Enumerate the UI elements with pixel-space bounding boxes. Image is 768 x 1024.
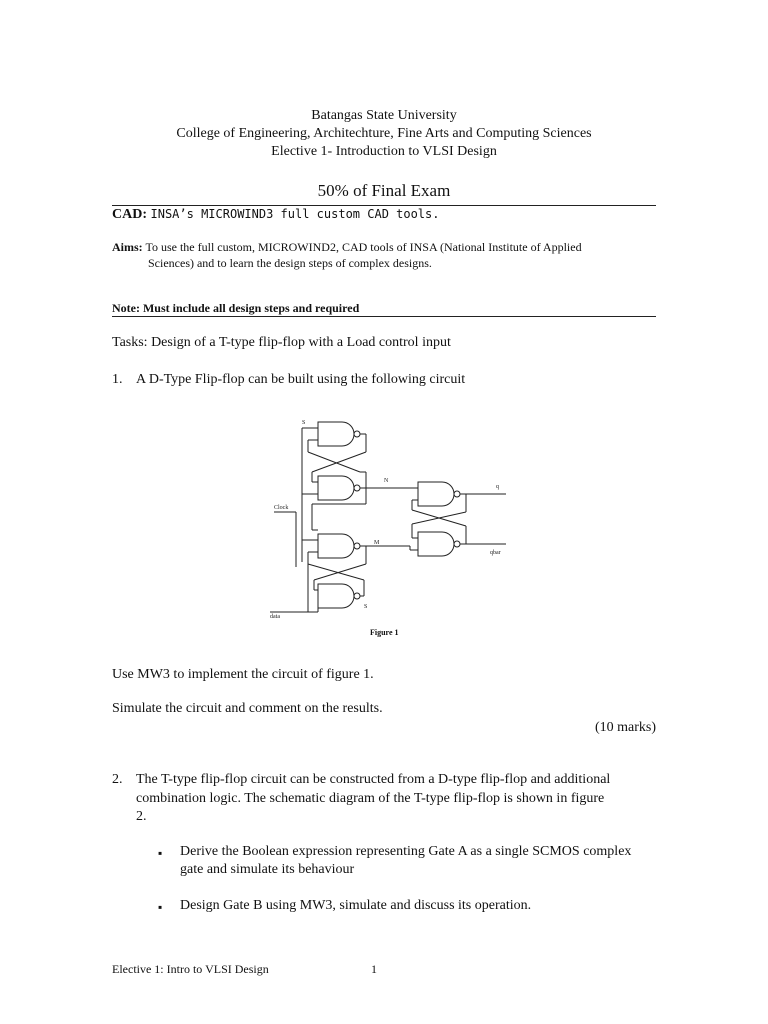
label-s-bottom: S bbox=[364, 604, 368, 610]
footer-page-number: 1 bbox=[371, 962, 377, 976]
q2-line-3: 2. bbox=[136, 809, 147, 824]
aims-text-2: Sciences) and to learn the design steps of complex designs. bbox=[148, 256, 432, 270]
bullet-square-icon: ▪ bbox=[158, 846, 163, 860]
q2-line-1: The T-type flip-flop circuit can be constructed from a D-type flip-flop and additional bbox=[136, 772, 611, 787]
label-qbar: qbar bbox=[490, 550, 501, 556]
aims-label: Aims: bbox=[112, 240, 143, 254]
exam-title: 50% of Final Exam bbox=[317, 181, 451, 200]
label-data: data bbox=[270, 614, 280, 620]
aims-line-1 bbox=[112, 240, 582, 255]
footer-course: Elective 1: Intro to VLSI Design bbox=[112, 962, 269, 976]
university-name: Batangas State University bbox=[311, 108, 457, 123]
label-n: N bbox=[384, 478, 389, 484]
q1-text: A D-Type Flip-flop can be built using the following circuit bbox=[136, 372, 466, 387]
cad-text: INSA’s MICROWIND3 full custom CAD tools. bbox=[150, 207, 440, 221]
note-text: Note: Must include all design steps and required bbox=[112, 301, 360, 315]
q2-line-2: combination logic. The schematic diagram of the T-type flip-flop is shown in figure bbox=[136, 791, 605, 806]
q1-use-text: Use MW3 to implement the circuit of figure 1. bbox=[112, 667, 374, 682]
course-name: Elective 1- Introduction to VLSI Design bbox=[271, 144, 497, 159]
bullet-square-icon: ▪ bbox=[158, 900, 163, 914]
label-q: q bbox=[496, 484, 499, 490]
q1-simulate-text: Simulate the circuit and comment on the results. bbox=[112, 701, 383, 716]
cad-line bbox=[112, 207, 439, 223]
title-rule bbox=[112, 205, 656, 206]
q2-number: 2. bbox=[112, 772, 123, 787]
figure-1-circuit bbox=[260, 412, 520, 622]
aims-text-1: To use the full custom, MICROWIND2, CAD tools of INSA (National Institute of Applied bbox=[145, 240, 582, 254]
label-m: M bbox=[374, 540, 380, 546]
figure-1-caption: Figure 1 bbox=[370, 628, 399, 637]
q1-number: 1. bbox=[112, 372, 123, 387]
q1-marks: (10 marks) bbox=[594, 720, 656, 735]
college-name: College of Engineering, Architechture, Fine Arts and Computing Sciences bbox=[176, 126, 592, 141]
label-s-top: S bbox=[302, 420, 306, 426]
tasks-text: Tasks: Design of a T-type flip-flop with a Load control input bbox=[112, 335, 451, 350]
q2-bullet-1-line-2: gate and simulate its behaviour bbox=[180, 862, 355, 877]
q2-bullet-1-line-1: Derive the Boolean expression representing Gate A as a single SCMOS complex bbox=[180, 844, 632, 859]
q2-bullet-2-line-1: Design Gate B using MW3, simulate and discuss its operation. bbox=[180, 898, 532, 913]
note-rule bbox=[112, 316, 656, 317]
label-clock: Clock bbox=[274, 505, 289, 511]
cad-label: CAD: bbox=[112, 207, 147, 222]
